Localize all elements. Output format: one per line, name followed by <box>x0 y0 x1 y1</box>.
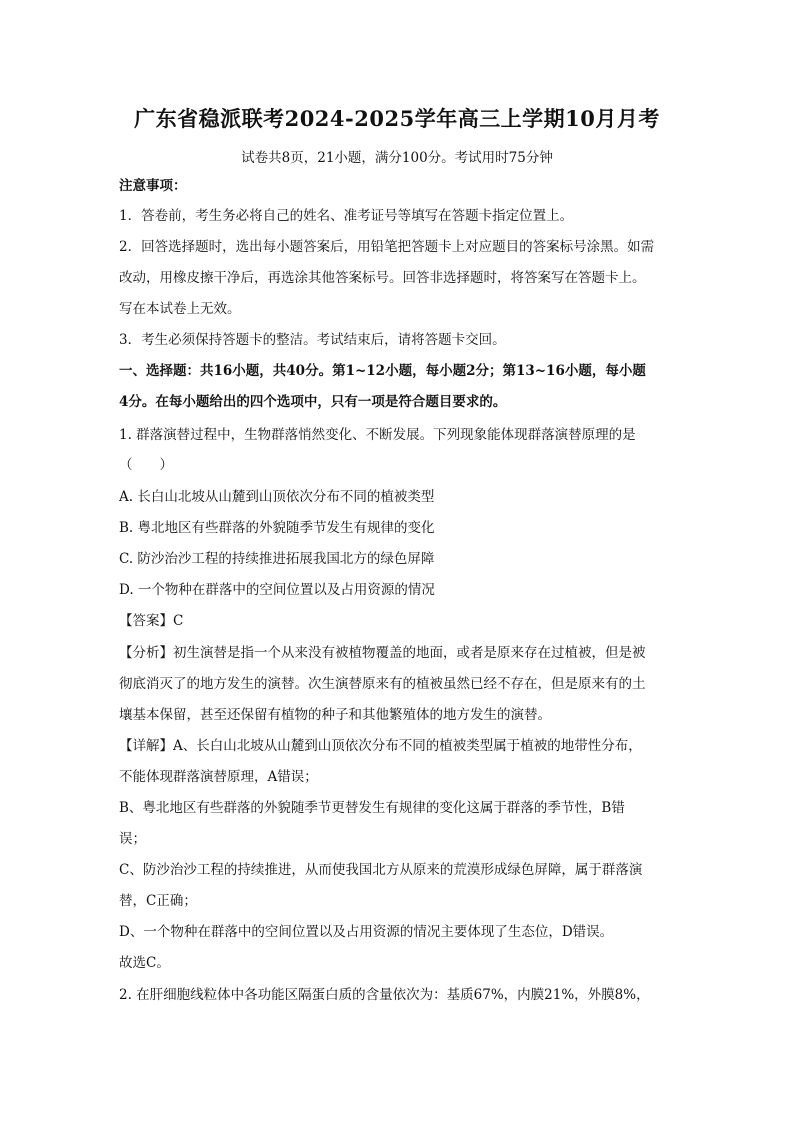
question-1-detail-line-5: C、防沙治沙工程的持续推进，从而使我国北方从原来的荒漠形成绿色屏障，属于群落演 <box>119 862 643 878</box>
section-heading-line-1: 一、选择题：共16小题，共40分。第1~12小题，每小题2分；第13~16小题，每小题 <box>119 363 646 379</box>
question-1-detail-line-2: 不能体现群落演替原理，A错误； <box>119 769 318 785</box>
notice-item-1: 1．答卷前，考生务必将自己的姓名、准考证号等填写在答题卡指定位置上。 <box>119 208 574 224</box>
question-1-stem-line-1: 1. 群落演替过程中，生物群落悄然变化、不断发展。下列现象能体现群落演替原理的是 <box>119 427 636 443</box>
question-1-option-b: B. 粤北地区有些群落的外貌随季节发生有规律的变化 <box>119 520 435 536</box>
question-1-answer: 【答案】C <box>119 613 184 629</box>
question-1-analysis-line-1: 【分析】初生演替是指一个从来没有被植物覆盖的地面，或者是原来存在过植被，但是被 <box>119 645 646 661</box>
document-title: 广东省稳派联考2024-2025学年高三上学期10月月考 <box>134 106 660 131</box>
notice-item-2-line-2: 改动，用橡皮擦干净后，再选涂其他答案标号。回答非选择题时，将答案写在答题卡上。 <box>119 270 646 286</box>
notice-item-2-line-1: 2．回答选择题时，选出每小题答案后，用铅笔把答题卡上对应题目的答案标号涂黑。如需 <box>119 239 655 255</box>
question-1-option-a: A. 长白山北坡从山麓到山顶依次分布不同的植被类型 <box>119 489 435 505</box>
question-1-detail-line-6: 替，C正确； <box>119 893 197 909</box>
question-2-stem-line-1: 2. 在肝细胞线粒体中各功能区隔蛋白质的含量依次为：基质67%，内膜21%，外膜8%， <box>119 987 650 1003</box>
notice-item-3: 3．考生必须保持答题卡的整洁。考试结束后，请将答题卡交回。 <box>119 332 506 348</box>
question-1-detail-line-7: D、一个物种在群落中的空间位置以及占用资源的情况主要体现了生态位，D错误。 <box>119 924 614 940</box>
question-1-detail-line-4: 误； <box>119 831 146 847</box>
document-subtitle: 试卷共8页，21小题，满分100分。考试用时75分钟 <box>241 150 553 166</box>
question-1-analysis-line-2: 彻底消灭了的地方发生的演替。次生演替原来有的植被虽然已经不存在，但是原来有的土 <box>119 676 646 692</box>
section-heading-line-2: 4分。在每小题给出的四个选项中，只有一项是符合题目要求的。 <box>119 394 507 410</box>
question-1-conclusion: 故选C。 <box>119 955 170 971</box>
question-1-analysis-line-3: 壤基本保留，甚至还保留有植物的种子和其他繁殖体的地方发生的演替。 <box>119 707 551 723</box>
notice-heading: 注意事项： <box>119 178 187 194</box>
question-1-detail-line-1: 【详解】A、长白山北坡从山麓到山顶依次分布不同的植被类型属于植被的地带性分布， <box>119 738 642 754</box>
question-1-option-c: C. 防沙治沙工程的持续推进拓展我国北方的绿色屏障 <box>119 551 435 567</box>
question-1-detail-line-3: B、粤北地区有些群落的外貌随季节更替发生有规律的变化这属于群落的季节性，B错 <box>119 800 625 816</box>
question-1-stem-line-2: （ ） <box>119 457 173 473</box>
notice-item-2-line-3: 写在本试卷上无效。 <box>119 301 241 317</box>
question-1-option-d: D. 一个物种在群落中的空间位置以及占用资源的情况 <box>119 582 435 598</box>
